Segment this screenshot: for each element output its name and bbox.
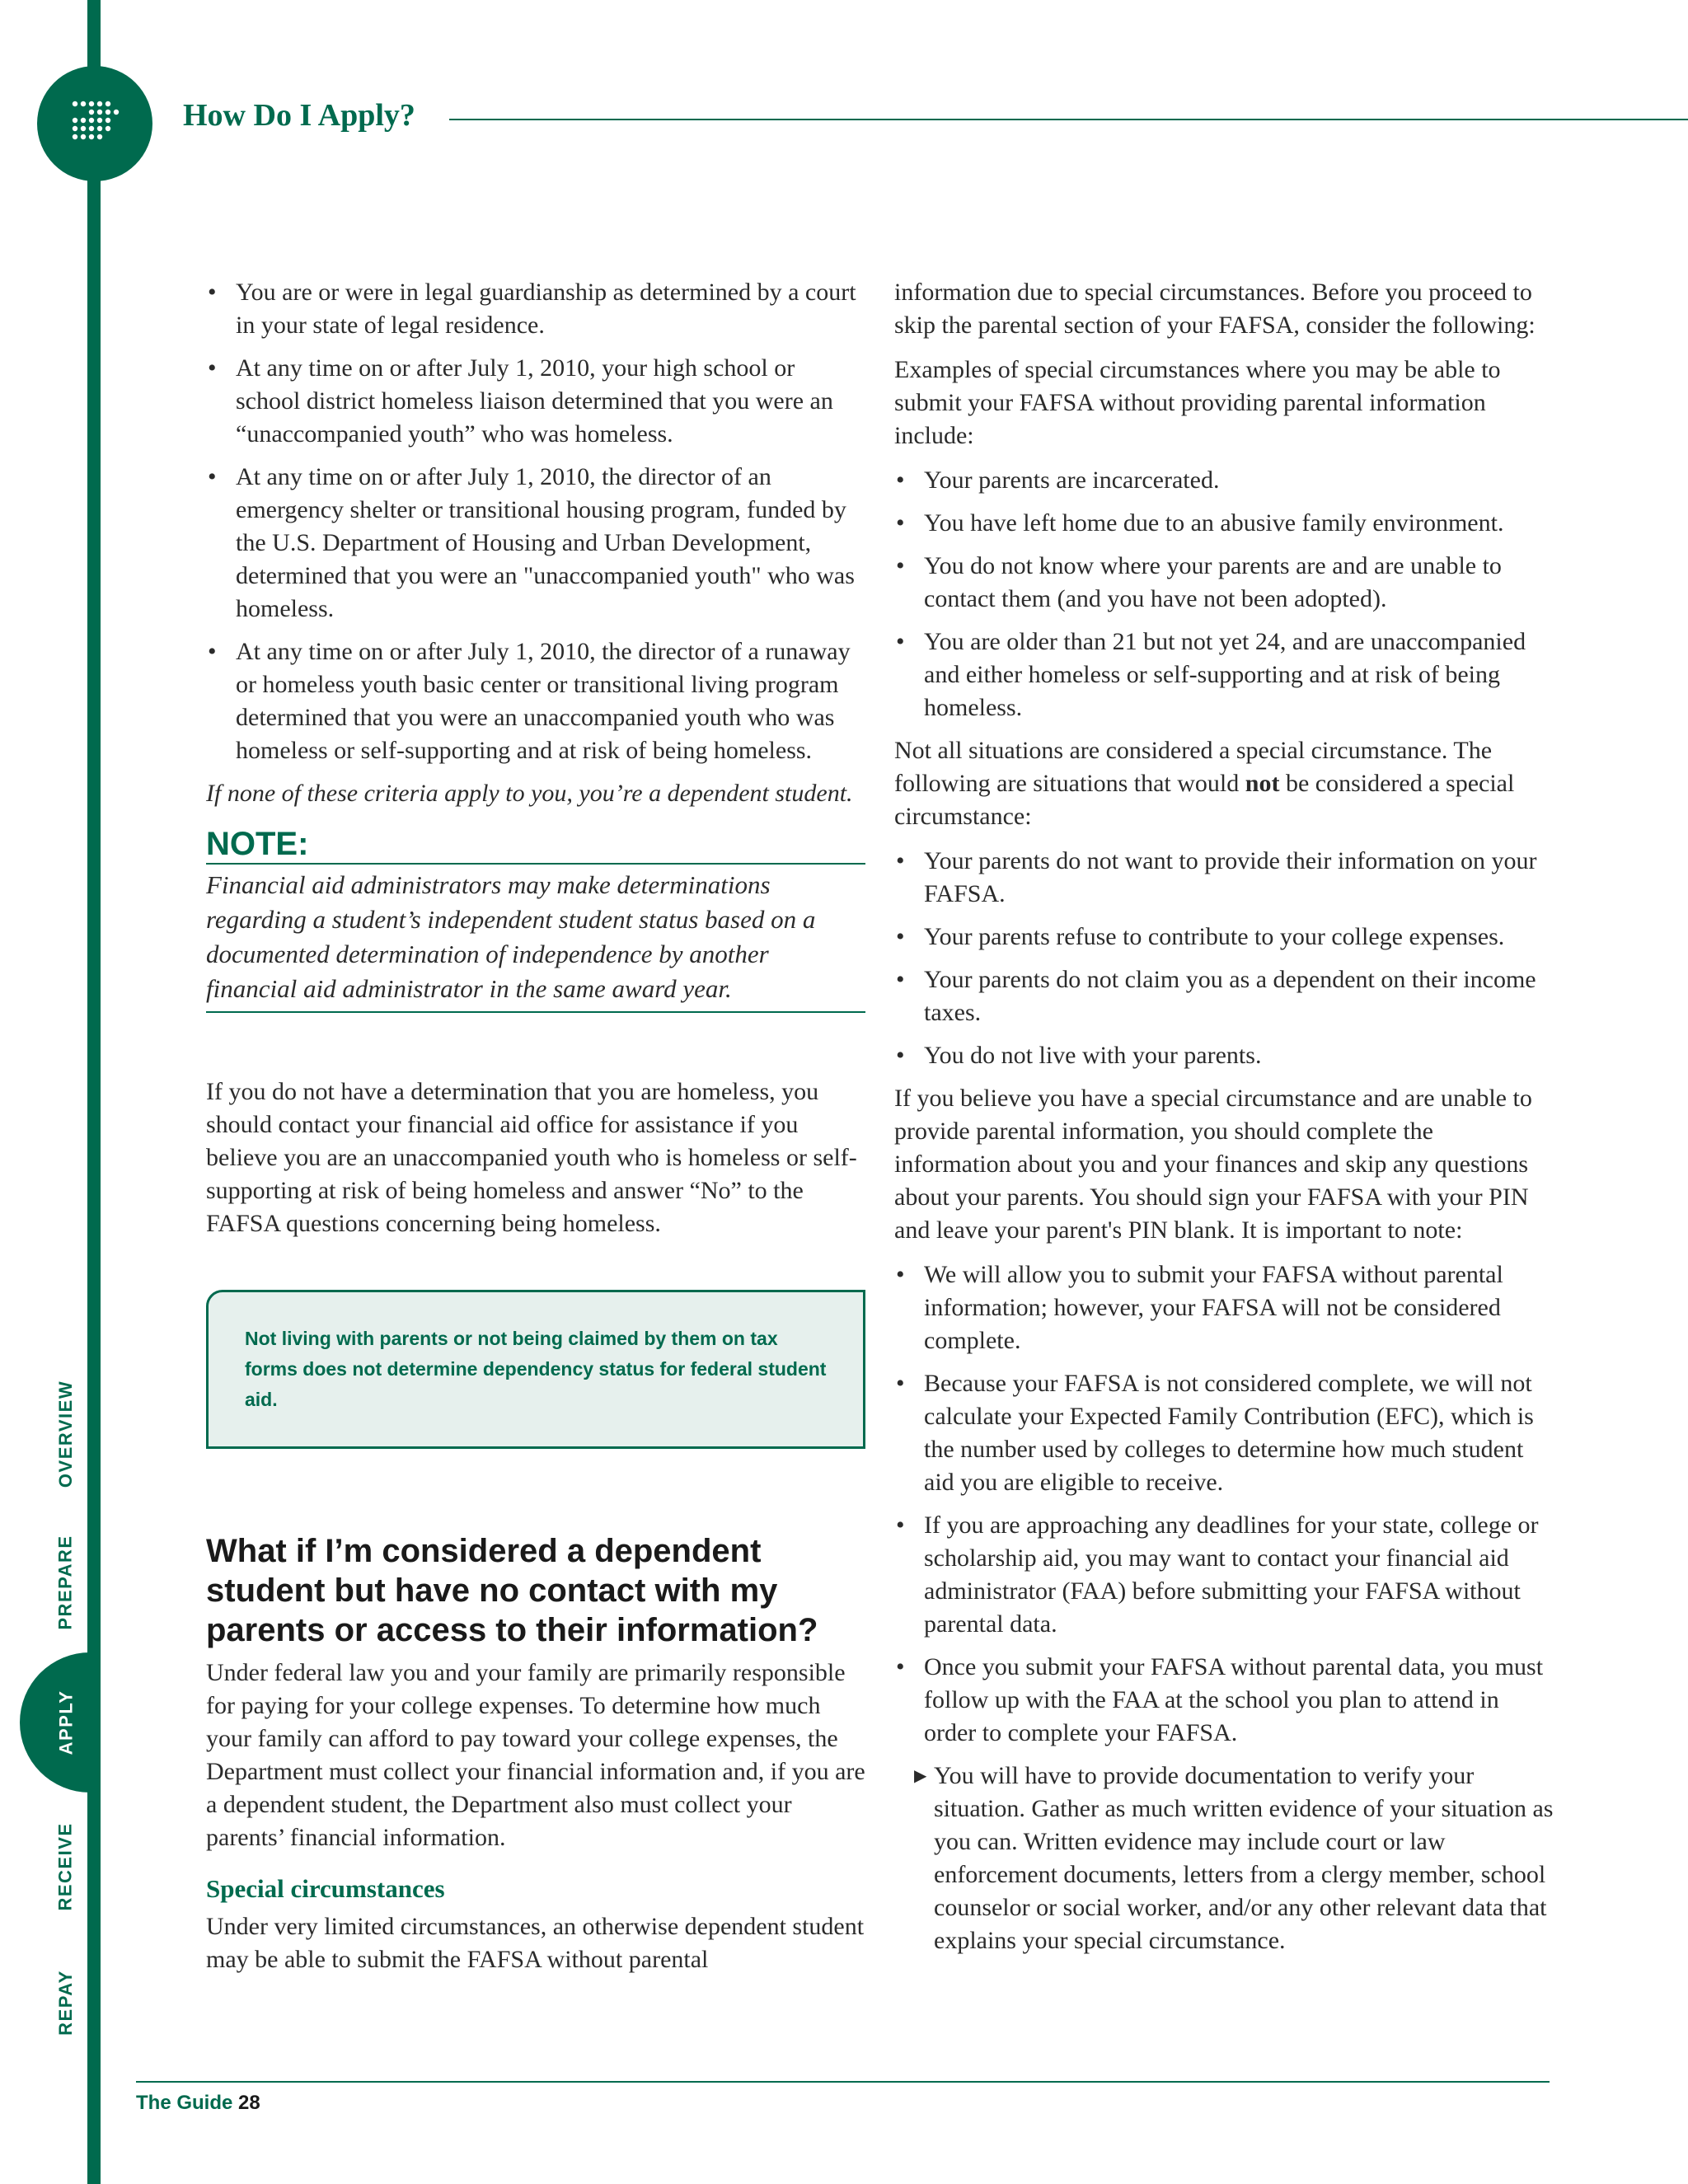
list-item: • Your parents are incarcerated.: [894, 464, 1554, 497]
callout-box: Not living with parents or not being claimed by them on tax forms does not determine dependency status for federal student aid.: [206, 1290, 865, 1449]
list-item: • At any time on or after July 1, 2010, the director of a runaway or homeless youth basic center or transitional living program determined that you were an unaccompanied youth who was homeless or self-supporting and at risk of being homeless.: [206, 635, 865, 767]
documentation-sub-list: [894, 1760, 1554, 1957]
not-intro-text-end: be considered a special circumstance:: [894, 770, 1515, 830]
section-heading: What if I’m considered a dependent student but have no contact with my parents or access to their information?: [206, 1533, 818, 1648]
section-paragraph: Under federal law you and your family are primarily responsible for paying for your college expenses. To determine how much your family can afford to pay toward your college expenses, the Department must collect your financial information and, if you are a dependent student, the Department also must collect your parents’ financial information.: [206, 1659, 865, 1851]
criteria-note: If none of these criteria apply to you, you’re a dependent student.: [206, 780, 853, 807]
independence-criteria-list: [206, 276, 865, 767]
examples-intro: Examples of special circumstances where you may be able to submit your FAFSA without providing parental information include:: [894, 356, 1501, 449]
list-item: • Your parents do not claim you as a dependent on their income taxes.: [894, 963, 1554, 1029]
logo: [37, 66, 152, 181]
left-column: [206, 276, 865, 1988]
logo-dots-icon: [68, 97, 121, 150]
special-circumstances-heading: Special circumstances: [206, 1874, 445, 1903]
header-rule: [449, 119, 1688, 120]
not-special-list: [894, 845, 1554, 1072]
note-heading: NOTE:: [206, 826, 309, 862]
not-intro-bold: not: [1245, 770, 1280, 797]
list-item: ▶ You will have to provide documentation to verify your situation. Gather as much written evidence of your situation as you can. Written evidence may include court or law enforcement documents, letters from a clergy member, school counselor or social worker, and/or any other relevant data that explains your special circumstance.: [914, 1760, 1554, 1957]
list-item: • At any time on or after July 1, 2010, your high school or school district homeless liaison determined that you were an “unaccompanied youth” who was homeless.: [206, 352, 865, 451]
list-item: • We will allow you to submit your FAFSA without parental information; however, your FAFSA will not be considered complete.: [894, 1258, 1554, 1357]
page-number: 28: [238, 2092, 260, 2114]
list-item: • Your parents refuse to contribute to your college expenses.: [894, 921, 1554, 954]
right-column: [894, 276, 1554, 1957]
list-item: • Because your FAFSA is not considered complete, we will not calculate your Expected Family Contribution (EFC), which is the number used by colleges to determine how much student aid you are eligible to receive.: [894, 1367, 1554, 1499]
tab-receive[interactable]: [49, 1817, 82, 1916]
list-item: • Once you submit your FAFSA without parental data, you must follow up with the FAA at the school you plan to attend in order to complete your FAFSA.: [894, 1651, 1554, 1750]
list-item: • You are older than 21 but not yet 24, and are unaccompanied and either homeless or self-supporting and at risk of being homeless.: [894, 626, 1554, 724]
tab-prepare-label: PREPARE: [55, 1535, 77, 1630]
footer-rule: [136, 2081, 1550, 2083]
not-intro-text: Not all situations are considered a special circumstance. The following are situations that would: [894, 737, 1493, 797]
list-item: • If you are approaching any deadlines for your state, college or scholarship aid, you may want to contact your financial aid administrator (FAA) before submitting your FAFSA without parental data.: [894, 1509, 1554, 1641]
special-circumstances-paragraph: Under very limited circumstances, an otherwise dependent student may be able to submit the FAFSA without parental: [206, 1913, 865, 1973]
continued-paragraph: information due to special circumstances. Before you proceed to skip the parental section of your FAFSA, consider the following:: [894, 279, 1536, 339]
tab-repay-label: REPAY: [55, 1970, 76, 2036]
list-item: • You do not know where your parents are and are unable to contact them (and you have not been adopted).: [894, 550, 1554, 616]
homeless-paragraph: If you do not have a determination that you are homeless, you should contact your financial aid office for assistance if you believe you are an unaccompanied youth who is homeless or self-supporting at risk of being homeless and answer “No” to the FAFSA questions concerning being homeless.: [206, 1078, 857, 1237]
believe-paragraph: If you believe you have a special circumstance and are unable to provide parental information, you should complete the information about you and your finances and skip any questions about your parents. You should sign your FAFSA with your PIN and leave your parent's PIN blank. It is important to note:: [894, 1085, 1532, 1244]
tab-repay[interactable]: [49, 1961, 82, 2044]
not-special-intro: [894, 734, 1554, 833]
list-item: • At any time on or after July 1, 2010, the director of an emergency shelter or transitional housing program, funded by the U.S. Department of Housing and Urban Development, determined that you were an "unaccompanied youth" who was homeless.: [206, 461, 865, 626]
footer-label: The Guide: [136, 2092, 233, 2114]
list-item: • You are or were in legal guardianship as determined by a court in your state of legal residence.: [206, 276, 865, 342]
note-text: Financial aid administrators may make determinations regarding a student’s independent student status based on a documented determination of independence by another financial aid administrator in the same award year.: [206, 863, 865, 1013]
page-header-title: How Do I Apply?: [183, 98, 415, 133]
list-item: • You have left home due to an abusive family environment.: [894, 507, 1554, 540]
important-notes-list: [894, 1258, 1554, 1750]
list-item: • You do not live with your parents.: [894, 1039, 1554, 1072]
tab-receive-label: RECEIVE: [55, 1822, 76, 1911]
page-footer: [136, 2092, 260, 2115]
tab-apply[interactable]: [49, 1673, 82, 1772]
tab-overview-label: OVERVIEW: [55, 1380, 76, 1488]
tab-prepare[interactable]: [49, 1533, 82, 1632]
tab-apply-label: APPLY: [55, 1690, 77, 1755]
list-item: • Your parents do not want to provide their information on your FAFSA.: [894, 845, 1554, 911]
tab-overview[interactable]: [49, 1380, 82, 1488]
sidebar-bar: [87, 0, 101, 2184]
examples-list: [894, 464, 1554, 724]
